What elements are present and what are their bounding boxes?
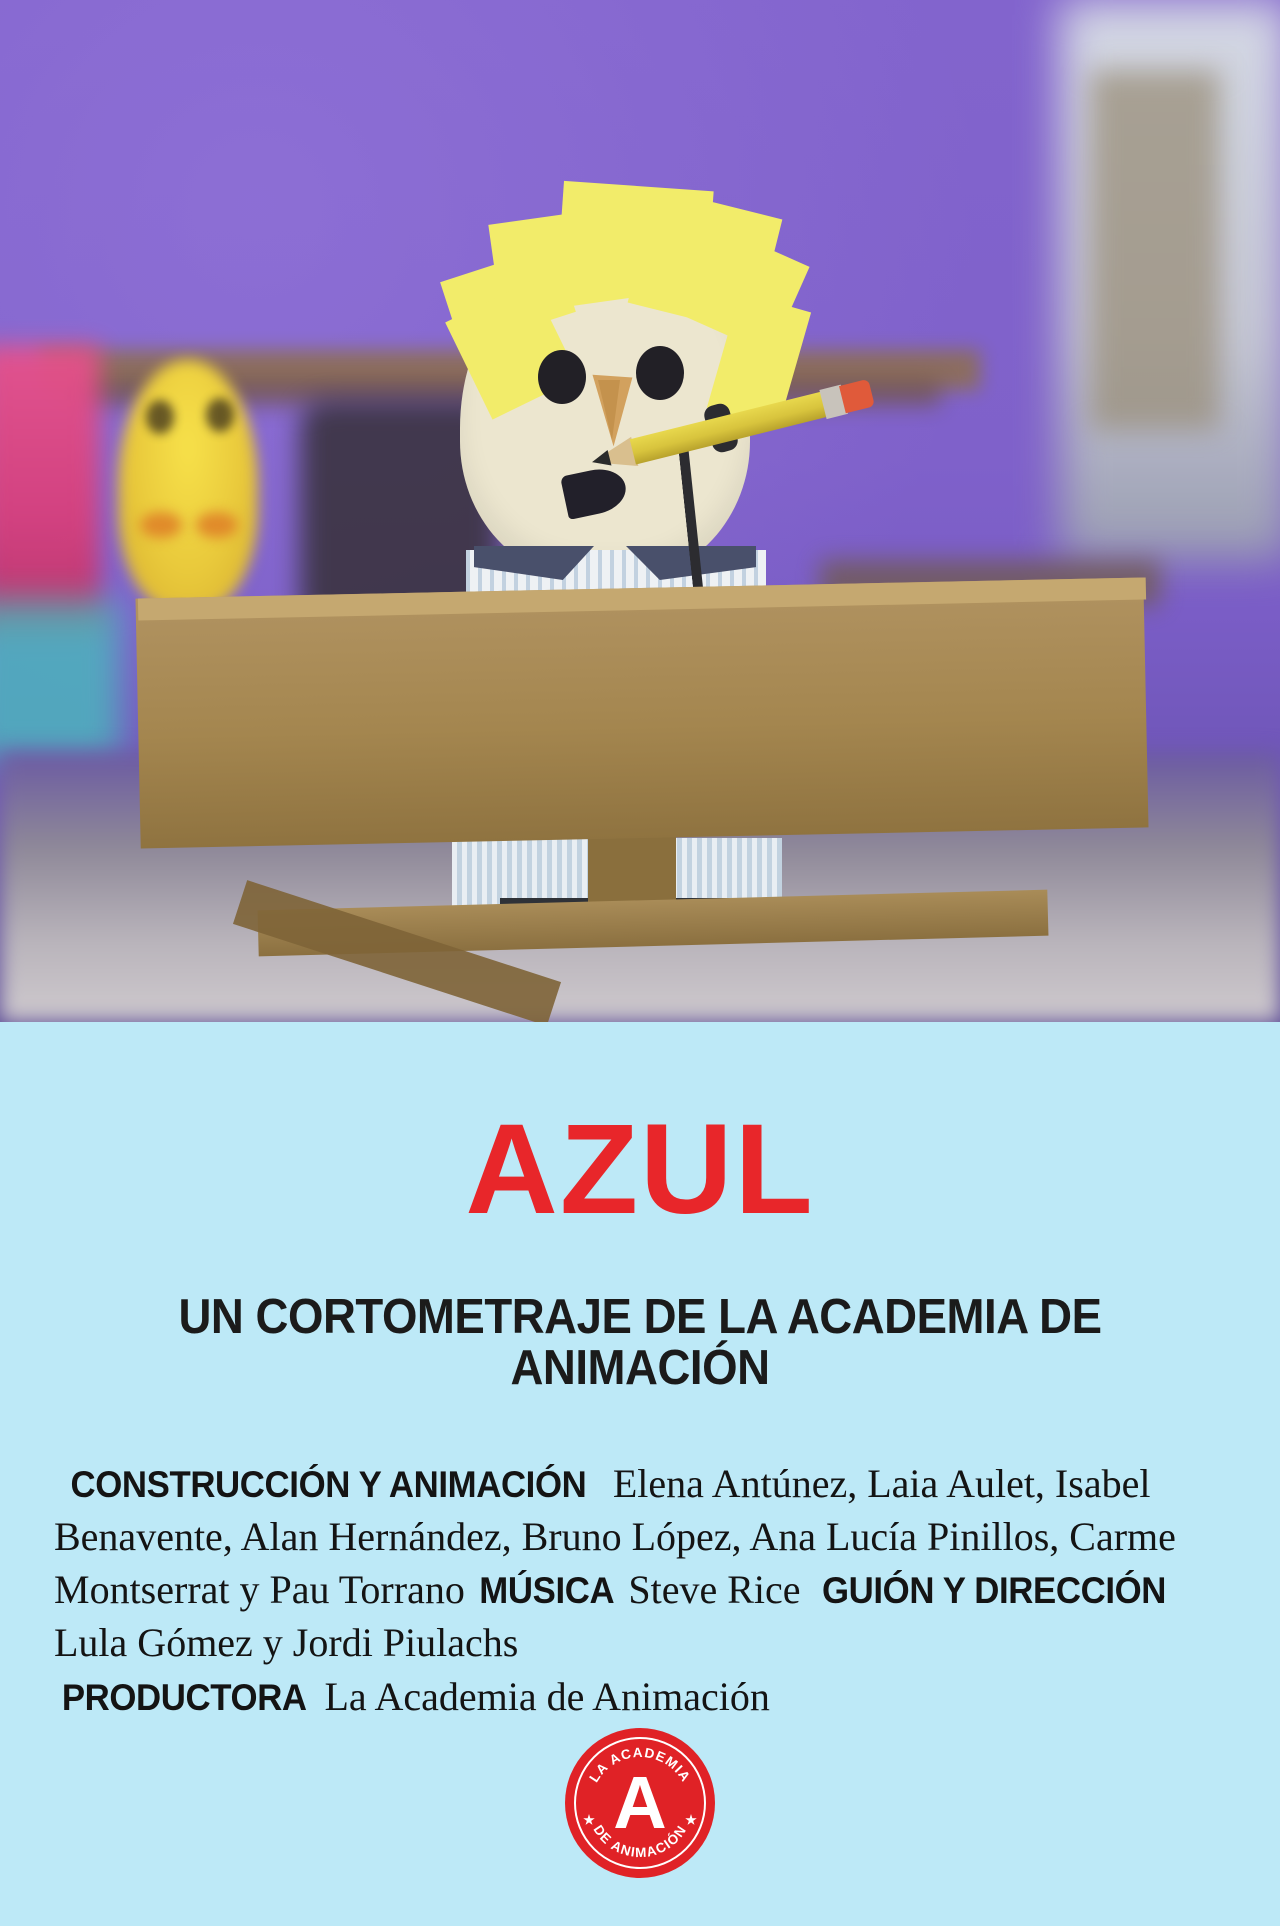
credit-role-productora: PRODUCTORA xyxy=(61,1676,307,1718)
blurred-yellow-figure xyxy=(118,360,258,610)
credit-role-musica: MÚSICA xyxy=(479,1570,615,1612)
blurred-figure-eye-right xyxy=(206,398,234,432)
logo-container xyxy=(0,1728,1280,1878)
poster-subtitle: UN CORTOMETRAJE DE LA ACADEMIA DE ANIMACIÓN xyxy=(178,1290,1102,1396)
credit-names-guion-direccion: Lula Gómez y Jordi Piulachs xyxy=(54,1620,519,1666)
credit-names-construccion-animacion: Elena Antúnez, Laia Aulet, Isabel Benavente, Alan Hernández, Bruno López, Ana Lucía Pinillos, Carme Montserrat y Pau Torrano xyxy=(54,1460,1176,1613)
poster-title: AZUL xyxy=(465,1098,815,1241)
credit-role-construccion-animacion: CONSTRUCCIÓN Y ANIMACIÓN xyxy=(70,1463,587,1505)
blurred-pink-object xyxy=(0,345,100,635)
blurred-figure-mark-right xyxy=(196,512,238,538)
cardboard-desk xyxy=(135,577,1148,848)
character-hair xyxy=(440,180,780,350)
poster-text-area xyxy=(0,1022,1280,1926)
logo-top-text: LA ACADEMIA xyxy=(586,1744,694,1785)
character-eye-right xyxy=(636,346,684,400)
blurred-figure-eye-left xyxy=(146,400,174,434)
credit-role-guion-direccion: GUIÓN Y DIRECCIÓN xyxy=(821,1570,1166,1612)
credits-block xyxy=(54,1395,1226,1723)
pencil-eraser xyxy=(839,379,875,413)
logo-letter: A xyxy=(613,1761,667,1844)
paper-character xyxy=(440,180,840,600)
academia-logo xyxy=(565,1728,715,1878)
blurred-figure-mark-left xyxy=(140,512,182,538)
credit-names-productora: La Academia de Animación xyxy=(324,1673,770,1719)
logo-bottom-text: DE ANIMACIÓN xyxy=(590,1822,690,1861)
blurred-teal-object xyxy=(0,600,120,760)
window-frame xyxy=(1090,70,1220,430)
character-eye-left xyxy=(538,350,586,404)
credit-names-musica: Steve Rice xyxy=(628,1567,801,1613)
character-nose-shadow xyxy=(598,380,620,440)
